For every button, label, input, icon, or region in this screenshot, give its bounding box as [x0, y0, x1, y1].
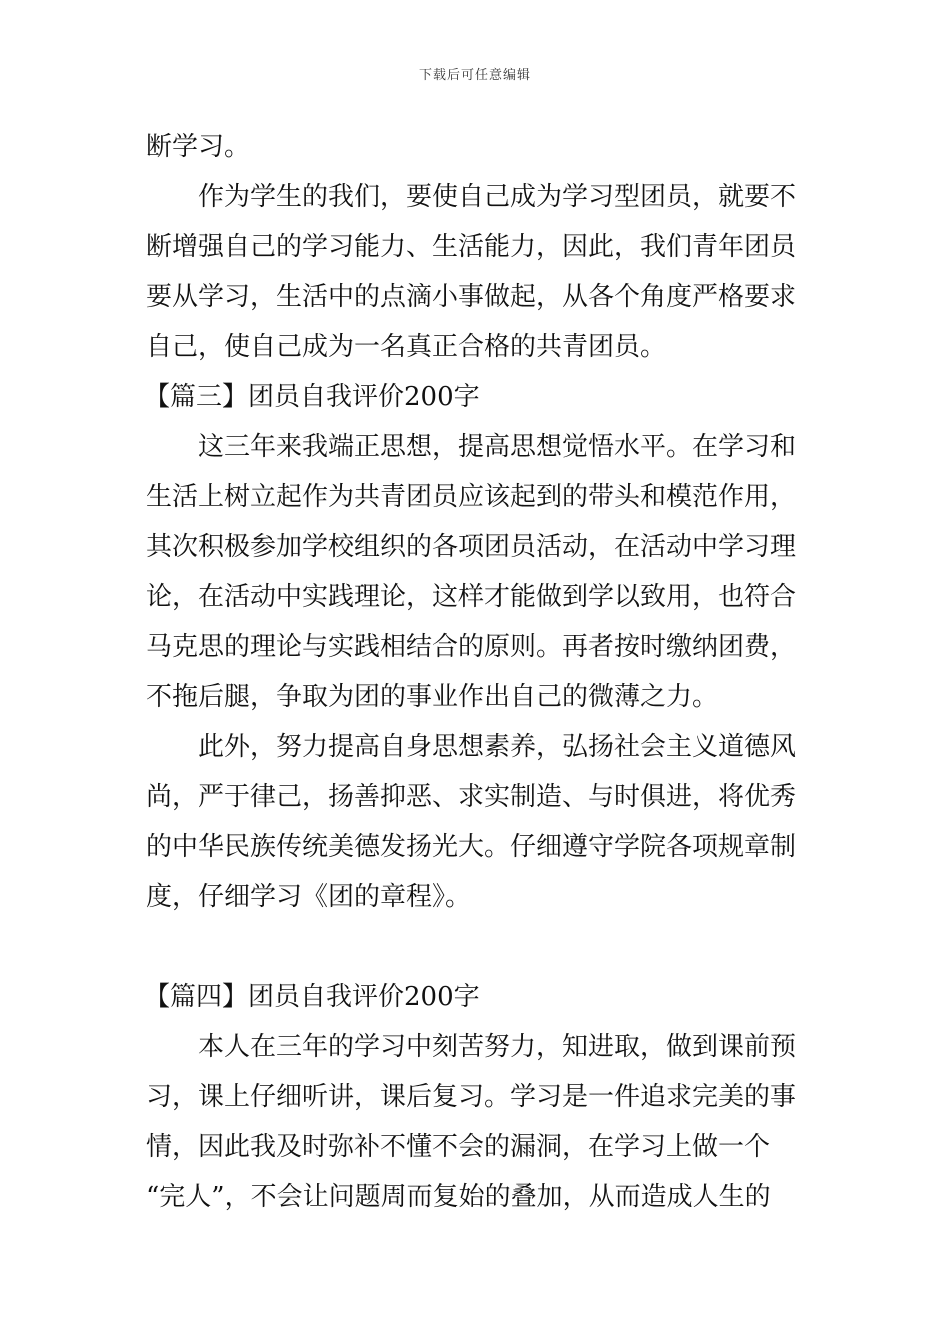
paragraph-line: 度，仔细学习《团的章程》。 — [146, 882, 472, 912]
paragraph-line: 的中华民族传统美德发扬光大。仔细遵守学院各项规章制 — [146, 832, 797, 862]
paragraph-line: 论，在活动中实践理论，这样才能做到学以致用，也符合 — [146, 582, 797, 612]
paragraph — [146, 422, 810, 722]
document-body — [146, 122, 810, 1222]
paragraph — [146, 1022, 810, 1222]
paragraph-line: 这三年来我端正思想，提高思想觉悟水平。在学习和 — [198, 432, 797, 462]
paragraph-line: 马克思的理论与实践相结合的原则。再者按时缴纳团费， — [146, 632, 797, 662]
paragraph-line: 断学习。 — [146, 132, 251, 162]
paragraph-line: 要从学习，生活中的点滴小事做起，从各个角度严格要求 — [146, 282, 797, 312]
paragraph-line: 本人在三年的学习中刻苦努力，知进取，做到课前预 — [198, 1032, 797, 1062]
section-heading-4: 【篇四】团员自我评价200字 — [144, 982, 480, 1012]
section-heading-3: 【篇三】团员自我评价200字 — [144, 382, 480, 412]
paragraph — [146, 722, 810, 922]
paragraph-line: 作为学生的我们，要使自己成为学习型团员，就要不 — [198, 182, 797, 212]
paragraph-line: 不拖后腿，争取为团的事业作出自己的微薄之力。 — [146, 682, 719, 712]
paragraph-line: 自己，使自己成为一名真正合格的共青团员。 — [146, 332, 667, 362]
paragraph-line: 此外，努力提高自身思想素养，弘扬社会主义道德风 — [198, 732, 797, 762]
paragraph-line: 尚，严于律己，扬善抑恶、求实制造、与时俱进，将优秀 — [146, 782, 797, 812]
paragraph-line: 其次积极参加学校组织的各项团员活动，在活动中学习理 — [146, 532, 797, 562]
paragraph-line: 习，课上仔细听讲，课后复习。学习是一件追求完美的事 — [146, 1082, 797, 1112]
paragraph-line: 生活上树立起作为共青团员应该起到的带头和模范作用， — [146, 482, 797, 512]
paragraph-line: “完人”，不会让问题周而复始的叠加，从而造成人生的 — [146, 1182, 771, 1212]
paragraph-line: 情，因此我及时弥补不懂不会的漏洞，在学习上做一个 — [146, 1132, 771, 1162]
paragraph-line: 断增强自己的学习能力、生活能力，因此，我们青年团员 — [146, 232, 797, 262]
page-header-note: 下载后可任意编辑 — [418, 68, 531, 83]
paragraph — [146, 172, 810, 372]
blank-line — [146, 922, 810, 972]
